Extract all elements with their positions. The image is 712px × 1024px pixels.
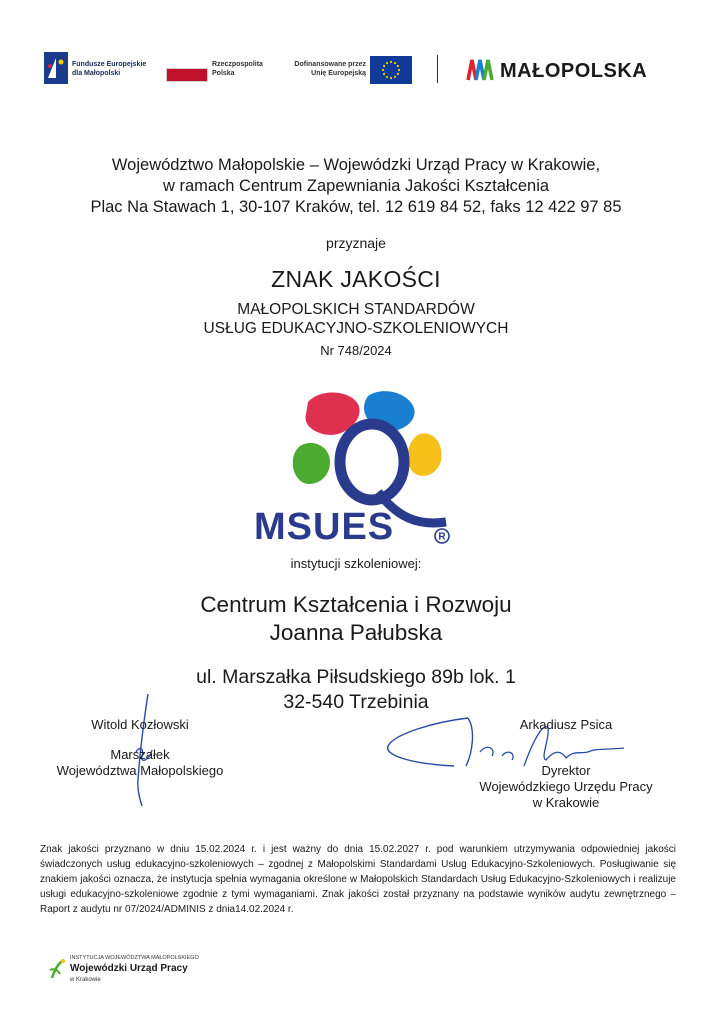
eu-star-icon [398, 69, 400, 71]
award-subtitle [0, 300, 712, 338]
footer-institution-city: w Krakowie [70, 977, 101, 983]
eu-star-icon [383, 73, 385, 75]
recipient-address-line-2: 32-540 Trzebinia [283, 691, 429, 713]
rp-line-2: Polska [212, 70, 235, 77]
institution-line-3: Plac Na Stawach 1, 30-107 Kraków, tel. 12 619 84 52, faks 12 422 97 85 [90, 198, 622, 216]
wup-logo-icon [48, 956, 68, 982]
footer-institution-label: INSTYTUCJA WOJEWÓDZTWA MAŁOPOLSKIEGO [70, 955, 199, 961]
eu-flag-icon [370, 56, 412, 84]
eu-star-icon [386, 62, 388, 64]
eu-star-icon [386, 76, 388, 78]
rzeczpospolita-text [212, 60, 263, 78]
rp-line-1: Rzeczpospolita [212, 61, 263, 68]
eu-line-1: Dofinansowane przez [294, 61, 366, 68]
eu-line-2: Unię Europejską [311, 70, 366, 77]
fundusze-europejskie-logo-icon [44, 52, 68, 84]
polish-flag-icon [166, 68, 208, 82]
eu-funding-text [284, 60, 366, 78]
footer-institution-name: Wojewódzki Urząd Pracy [70, 963, 188, 974]
institution-line-1: Województwo Małopolskie – Wojewódzki Urząd Pracy w Krakowie, [111, 156, 601, 174]
right-signatory-title-1: Dyrektor [541, 763, 591, 778]
recipient-name-line-2: Joanna Pałubska [269, 620, 443, 645]
left-signatory [50, 717, 230, 779]
eu-star-icon [394, 76, 396, 78]
malopolska-brand-text: MAŁOPOLSKA [500, 60, 648, 82]
fe-line-2: dla Małopolski [72, 70, 121, 77]
validity-footnote: Znak jakości przyznano w dniu 15.02.2024 r. i jest ważny do dnia 15.02.2027 r. pod warunkiem utrzymywania odpowiedniej jakości świadczonych usług edukacyjno-szkoleniowych – zgodnej z Małopolskimi Standardami Usług Edukacyjno-Szkoleniowych. Posługiwanie się znakiem jakości oznacza, że instytucja spełnia wymagania określone w Małopolskich Standardach Usług Edukacyjno-Szkoleniowych i realizuje usługi edukacyjno-szkoleniowe zgodnie z tymi wymaganiami. Znak jakości został przyznany na podstawie wyników audytu zewnętrznego – Raport z audytu nr 07/2024/ADMINIS z dnia14.02.2024 r. [40, 844, 676, 915]
fe-line-1: Fundusze Europejskie [72, 61, 147, 68]
left-signatory-name: Witold Kozłowski [91, 717, 189, 732]
issuing-institution [0, 155, 712, 218]
left-signatory-title-2: Województwa Małopolskiego [56, 763, 224, 778]
eu-star-icon [397, 73, 399, 75]
eu-star-icon [390, 77, 392, 79]
right-signatory-title-3: w Krakowie [532, 795, 600, 810]
right-signatory-title-2: Wojewódzkiego Urzędu Pracy [479, 779, 653, 794]
eu-star-icon [382, 69, 384, 71]
award-subtitle-line-2: USŁUG EDUKACYJNO-SZKOLENIOWYCH [203, 320, 509, 337]
eu-star-icon [397, 65, 399, 67]
recipient-name [0, 591, 712, 647]
msues-logo-text: MSUES [254, 506, 395, 548]
right-signatory-name: Arkadiusz Psica [519, 717, 613, 732]
eu-star-icon [383, 65, 385, 67]
institution-line-2: w ramach Centrum Zapewniania Jakości Kształcenia [162, 177, 550, 195]
malopolska-logo-icon [466, 58, 494, 82]
eu-star-icon [394, 62, 396, 64]
registered-mark-icon [434, 528, 450, 544]
right-signatory [466, 717, 666, 811]
eu-star-icon [390, 61, 392, 63]
fundusze-europejskie-text [72, 60, 146, 78]
recipient-name-line-1: Centrum Kształcenia i Rozwoju [200, 592, 512, 617]
recipient-label: instytucji szkoleniowej: [290, 556, 422, 571]
grants-text: przyznaje [326, 235, 386, 251]
header-divider [437, 55, 438, 83]
award-title: ZNAK JAKOŚCI [271, 266, 441, 292]
recipient-address-line-1: ul. Marszałka Piłsudskiego 89b lok. 1 [196, 666, 516, 688]
left-signatory-title-1: Marszałek [110, 747, 170, 762]
svg-text:R: R [438, 531, 446, 543]
award-number: Nr 748/2024 [320, 343, 392, 358]
award-subtitle-line-1: MAŁOPOLSKICH STANDARDÓW [237, 301, 475, 318]
